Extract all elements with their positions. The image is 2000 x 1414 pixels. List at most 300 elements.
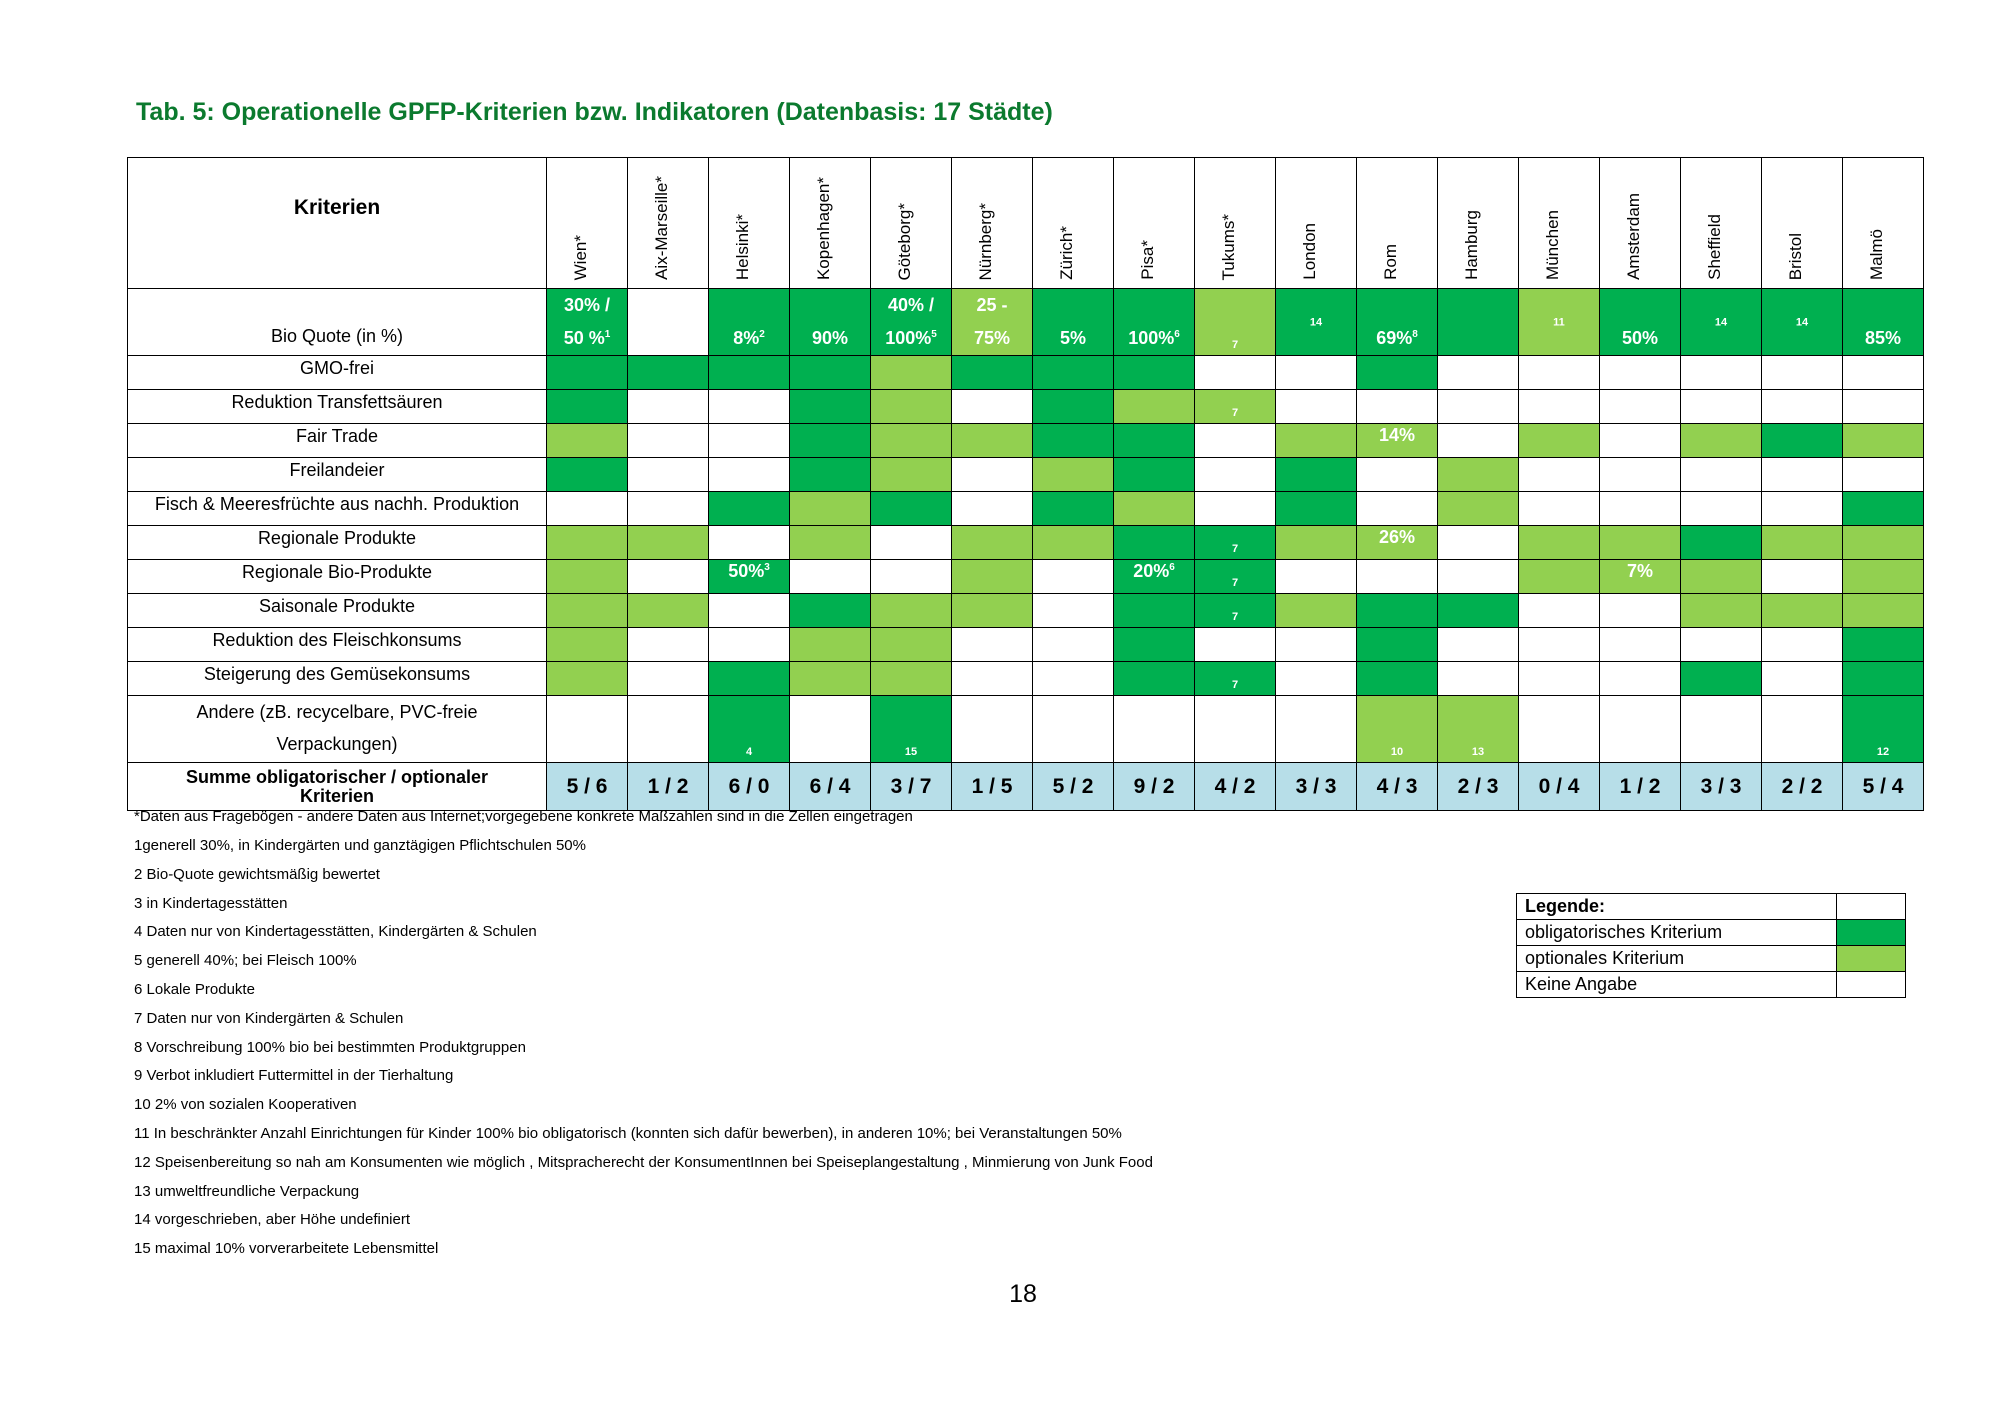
criteria-table	[127, 157, 1924, 811]
cell-bio-aix	[628, 289, 709, 356]
row-label-line: Verpackungen)	[276, 734, 398, 754]
footnote-ref: 6	[1169, 562, 1175, 573]
cell	[1114, 594, 1195, 628]
row-bio-quote	[128, 289, 1924, 356]
cell	[1195, 696, 1276, 763]
cell	[790, 560, 871, 594]
row-label: Reduktion Transfettsäuren	[128, 390, 547, 424]
cell	[628, 696, 709, 763]
city-label: Tukums*	[1219, 213, 1238, 280]
cell	[709, 662, 790, 696]
cell	[952, 356, 1033, 390]
cell	[1195, 662, 1276, 696]
cell	[628, 356, 709, 390]
cell	[1195, 594, 1276, 628]
city-label: Aix-Marseille*	[652, 176, 671, 280]
row-label: Fisch & Meeresfrüchte aus nachh. Produktion	[128, 492, 547, 526]
legend-label-keine: Keine Angabe	[1517, 972, 1837, 998]
footnote: 13 umweltfreundliche Verpackung	[134, 1182, 360, 1200]
cell	[1033, 696, 1114, 763]
sum-cell: 3 / 7	[871, 763, 952, 811]
cell	[790, 356, 871, 390]
cell	[871, 390, 952, 424]
cell	[1033, 594, 1114, 628]
cell	[871, 628, 952, 662]
cell	[1681, 526, 1762, 560]
footnote-ref: 11	[1553, 316, 1565, 329]
footnote: 14 vorgeschrieben, aber Höhe undefiniert	[134, 1211, 411, 1229]
cell	[1843, 458, 1924, 492]
cell	[1033, 424, 1114, 458]
cell	[1519, 560, 1600, 594]
footnotes	[134, 808, 1153, 1264]
legend-swatch-empty	[1837, 894, 1906, 920]
sum-cell: 6 / 4	[790, 763, 871, 811]
city-label: Helsinki*	[733, 213, 752, 280]
cell	[547, 492, 628, 526]
sum-cell: 5 / 6	[547, 763, 628, 811]
cell-bio-wien	[547, 289, 628, 356]
cell	[1762, 628, 1843, 662]
cell	[1033, 492, 1114, 526]
sum-cell: 1 / 5	[952, 763, 1033, 811]
cell	[871, 526, 952, 560]
row-label: Reduktion des Fleischkonsums	[128, 628, 547, 662]
sum-cell: 5 / 4	[1843, 763, 1924, 811]
cell	[871, 594, 952, 628]
cell	[547, 458, 628, 492]
footnote: 10 2% von sozialen Kooperativen	[134, 1096, 357, 1114]
cell	[1762, 424, 1843, 458]
cell	[952, 458, 1033, 492]
city-label: Göteborg*	[895, 202, 914, 280]
cell	[952, 390, 1033, 424]
cell	[1114, 628, 1195, 662]
cell-bio-pisa	[1114, 289, 1195, 356]
cell	[1762, 458, 1843, 492]
city-header-wien	[547, 158, 628, 289]
cell	[1681, 560, 1762, 594]
cell	[1033, 560, 1114, 594]
cell	[790, 526, 871, 560]
cell	[1843, 526, 1924, 560]
cell	[790, 424, 871, 458]
cell	[709, 560, 790, 594]
cell	[1114, 390, 1195, 424]
city-label: Hamburg	[1462, 210, 1481, 280]
cell	[1519, 390, 1600, 424]
cell	[628, 526, 709, 560]
row-label: Fair Trade	[128, 424, 547, 458]
cell-value: 30% /	[563, 295, 611, 315]
cell	[709, 492, 790, 526]
row-saisonale-produkte	[128, 594, 1924, 628]
cell	[1114, 526, 1195, 560]
cell	[547, 594, 628, 628]
cell	[871, 560, 952, 594]
cell	[1519, 662, 1600, 696]
cell	[1276, 594, 1357, 628]
cell-value: 5%	[1059, 328, 1086, 348]
cell	[709, 390, 790, 424]
row-label: Regionale Bio-Produkte	[128, 560, 547, 594]
cell-value: 85%	[1864, 328, 1902, 348]
footnote-ref: 5	[931, 329, 937, 340]
footnote-ref: 2	[759, 329, 765, 340]
cell-value: 8%	[733, 328, 760, 348]
row-gmo-frei	[128, 356, 1924, 390]
cell	[790, 628, 871, 662]
sum-cell: 2 / 3	[1438, 763, 1519, 811]
cell	[1438, 696, 1519, 763]
city-label: Nürnberg*	[976, 202, 995, 280]
cell	[547, 628, 628, 662]
row-label: Steigerung des Gemüsekonsums	[128, 662, 547, 696]
footnote: 3 in Kindertagesstätten	[134, 894, 288, 912]
cell	[709, 628, 790, 662]
table-title: Tab. 5: Operationelle GPFP-Kriterien bzw. Indikatoren (Datenbasis: 17 Städte)	[136, 98, 1053, 126]
cell	[1762, 696, 1843, 763]
cell	[1600, 696, 1681, 763]
cell	[547, 390, 628, 424]
cell-value: 26%	[1378, 527, 1416, 547]
sum-cell: 0 / 4	[1519, 763, 1600, 811]
cell	[1276, 390, 1357, 424]
footnote: 11 In beschränkter Anzahl Einrichtungen für Kinder 100% bio obligatorisch (konnten sich dafür bewerben), in anderen 10%; bei Veranstaltungen 50%	[134, 1124, 1122, 1142]
city-label: München	[1543, 210, 1562, 280]
cell	[1762, 492, 1843, 526]
cell	[1843, 594, 1924, 628]
row-label-line: Andere (zB. recycelbare, PVC-freie	[196, 702, 478, 722]
legend-label-optional: optionales Kriterium	[1517, 946, 1837, 972]
cell	[1762, 662, 1843, 696]
cell-bio-sheffield	[1681, 289, 1762, 356]
cell	[1843, 356, 1924, 390]
cell	[952, 526, 1033, 560]
cell	[1843, 390, 1924, 424]
row-label	[128, 696, 547, 763]
city-header-nuernberg	[952, 158, 1033, 289]
cell-value: 50 %	[563, 328, 605, 348]
sum-cell: 2 / 2	[1762, 763, 1843, 811]
cell	[1276, 424, 1357, 458]
city-header-malmoe	[1843, 158, 1924, 289]
cell	[1600, 390, 1681, 424]
cell	[1195, 492, 1276, 526]
cell-value: 75%	[973, 328, 1011, 348]
legend-label-obligatorisch: obligatorisches Kriterium	[1517, 920, 1837, 946]
cell	[547, 356, 628, 390]
cell	[952, 662, 1033, 696]
cell	[628, 560, 709, 594]
cell	[547, 424, 628, 458]
cell	[709, 356, 790, 390]
row-regionale-bio-produkte	[128, 560, 1924, 594]
cell	[1276, 458, 1357, 492]
cell	[1357, 390, 1438, 424]
city-header-tukums	[1195, 158, 1276, 289]
cell-bio-london	[1276, 289, 1357, 356]
footnote-ref: 14	[1795, 316, 1809, 329]
cell	[1114, 696, 1195, 763]
cell	[1033, 628, 1114, 662]
cell	[1843, 560, 1924, 594]
cell	[1519, 594, 1600, 628]
cell	[1357, 696, 1438, 763]
cell	[1276, 628, 1357, 662]
row-label: Bio Quote (in %)	[128, 289, 547, 356]
cell	[790, 458, 871, 492]
row-andere	[128, 696, 1924, 763]
footnote-ref: 7	[1231, 543, 1239, 555]
cell	[1681, 696, 1762, 763]
footnote: 15 maximal 10% vorverarbeitete Lebensmittel	[134, 1240, 439, 1258]
footnote: 5 generell 40%; bei Fleisch 100%	[134, 952, 357, 970]
cell	[871, 696, 952, 763]
cell	[871, 356, 952, 390]
cell-value: 90%	[811, 328, 849, 348]
city-label: Pisa*	[1138, 240, 1157, 280]
sum-cell: 3 / 3	[1681, 763, 1762, 811]
summe-label-line: Summe obligatorischer / optionaler	[185, 766, 489, 787]
cell	[709, 424, 790, 458]
cell	[1114, 424, 1195, 458]
cell	[709, 696, 790, 763]
cell	[1195, 526, 1276, 560]
cell	[1681, 458, 1762, 492]
cell	[1438, 458, 1519, 492]
city-header-goeteborg	[871, 158, 952, 289]
cell	[628, 492, 709, 526]
cell	[628, 424, 709, 458]
footnote: 9 Verbot inkludiert Futtermittel in der Tierhaltung	[134, 1067, 454, 1085]
cell	[1519, 628, 1600, 662]
row-gemuesekonsum	[128, 662, 1924, 696]
cell	[1033, 662, 1114, 696]
footnote-ref: 7	[1231, 679, 1239, 691]
row-fair-trade	[128, 424, 1924, 458]
city-label: Bristol	[1786, 232, 1805, 280]
city-label: Rom	[1381, 244, 1400, 280]
footnote: 7 Daten nur von Kindergärten & Schulen	[134, 1009, 404, 1027]
cell	[1357, 356, 1438, 390]
cell	[952, 628, 1033, 662]
row-label: Regionale Produkte	[128, 526, 547, 560]
cell	[952, 696, 1033, 763]
cell	[1843, 662, 1924, 696]
footnote-ref: 3	[764, 562, 770, 573]
cell	[790, 492, 871, 526]
cell-value: 100%	[885, 328, 932, 348]
footnote-ref: 8	[1412, 329, 1418, 340]
legend-title: Legende:	[1517, 894, 1837, 920]
cell	[952, 594, 1033, 628]
city-label: London	[1300, 223, 1319, 280]
cell	[1357, 526, 1438, 560]
cell-bio-malmoe	[1843, 289, 1924, 356]
footnote: 6 Lokale Produkte	[134, 980, 255, 998]
footnote-ref: 15	[904, 746, 918, 758]
cell	[1114, 560, 1195, 594]
row-regionale-produkte	[128, 526, 1924, 560]
city-label: Wien*	[571, 234, 590, 280]
cell	[1438, 594, 1519, 628]
cell	[1276, 662, 1357, 696]
cell-value: 100%	[1128, 328, 1175, 348]
cell-value: 25 -	[976, 295, 1008, 315]
cell	[1114, 662, 1195, 696]
city-header-hamburg	[1438, 158, 1519, 289]
cell	[1195, 458, 1276, 492]
cell	[1357, 492, 1438, 526]
cell	[790, 594, 871, 628]
cell	[1843, 696, 1924, 763]
legend-swatch-obligatorisch	[1837, 920, 1906, 946]
footnote-ref: 7	[1231, 577, 1239, 589]
cell-bio-nuernberg	[952, 289, 1033, 356]
cell	[1195, 390, 1276, 424]
cell	[1762, 560, 1843, 594]
footnote-ref: 14	[1309, 316, 1323, 329]
cell	[547, 526, 628, 560]
city-header-bristol	[1762, 158, 1843, 289]
cell	[1114, 492, 1195, 526]
cell-bio-zuerich	[1033, 289, 1114, 356]
cell-bio-bristol	[1762, 289, 1843, 356]
cell	[1033, 458, 1114, 492]
cell	[1600, 526, 1681, 560]
cell	[1681, 492, 1762, 526]
cell-value: 50%	[728, 561, 765, 581]
sum-cell: 4 / 3	[1357, 763, 1438, 811]
legend	[1516, 893, 1906, 998]
cell	[1357, 458, 1438, 492]
cell-value: 69%	[1376, 328, 1413, 348]
cell	[790, 390, 871, 424]
cell	[1438, 662, 1519, 696]
cell	[1195, 560, 1276, 594]
cell	[1195, 356, 1276, 390]
row-label: GMO-frei	[128, 356, 547, 390]
cell	[1438, 424, 1519, 458]
cell	[790, 662, 871, 696]
row-fisch	[128, 492, 1924, 526]
cell	[1681, 356, 1762, 390]
cell-value: 14%	[1378, 425, 1416, 445]
cell	[1762, 594, 1843, 628]
cell	[1600, 662, 1681, 696]
cell-bio-tukums	[1195, 289, 1276, 356]
cell	[1600, 424, 1681, 458]
cell	[1438, 526, 1519, 560]
footnote: 4 Daten nur von Kindertagesstätten, Kindergärten & Schulen	[134, 923, 537, 941]
city-label: Zürich*	[1057, 226, 1076, 280]
cell	[1438, 628, 1519, 662]
cell	[1843, 492, 1924, 526]
cell	[1600, 594, 1681, 628]
footnote: 2 Bio-Quote gewichtsmäßig bewertet	[134, 865, 380, 883]
footnote-ref: 4	[745, 746, 753, 758]
cell	[790, 696, 871, 763]
city-header-london	[1276, 158, 1357, 289]
footnote-ref: 6	[1174, 329, 1180, 340]
city-header-kopenhagen	[790, 158, 871, 289]
cell	[628, 458, 709, 492]
city-label: Sheffield	[1705, 214, 1724, 280]
cell	[1114, 458, 1195, 492]
footnote: 8 Vorschreibung 100% bio bei bestimmten Produktgruppen	[134, 1038, 526, 1056]
city-label: Amsterdam	[1624, 193, 1643, 280]
cell	[1195, 628, 1276, 662]
sum-cell: 1 / 2	[628, 763, 709, 811]
cell	[547, 662, 628, 696]
cell	[1276, 356, 1357, 390]
cell	[709, 458, 790, 492]
cell	[1276, 526, 1357, 560]
sum-cell: 4 / 2	[1195, 763, 1276, 811]
city-header-pisa	[1114, 158, 1195, 289]
cell	[547, 696, 628, 763]
row-fleischkonsum	[128, 628, 1924, 662]
footnote-ref: 14	[1714, 316, 1728, 329]
cell	[1033, 356, 1114, 390]
sum-cell: 6 / 0	[709, 763, 790, 811]
cell	[1519, 458, 1600, 492]
cell	[1762, 526, 1843, 560]
cell	[1519, 492, 1600, 526]
city-header-rom	[1357, 158, 1438, 289]
cell	[1276, 696, 1357, 763]
cell-value: 7%	[1626, 561, 1653, 581]
cell-bio-hamburg	[1438, 289, 1519, 356]
cell-bio-kopenhagen	[790, 289, 871, 356]
cell	[1033, 390, 1114, 424]
cell	[1033, 526, 1114, 560]
cell	[1519, 424, 1600, 458]
sum-cell: 5 / 2	[1033, 763, 1114, 811]
page-number: 18	[1009, 1280, 1037, 1308]
row-label: Saisonale Produkte	[128, 594, 547, 628]
cell	[1276, 560, 1357, 594]
footnote: *Daten aus Fragebögen - andere Daten aus Internet;vorgegebene konkrete Maßzahlen sind in die Zellen eingetragen	[134, 808, 913, 825]
cell	[1762, 356, 1843, 390]
cell	[871, 458, 952, 492]
cell	[1600, 492, 1681, 526]
cell	[1357, 628, 1438, 662]
cell	[1357, 594, 1438, 628]
cell	[1681, 628, 1762, 662]
legend-swatch-keine	[1837, 972, 1906, 998]
cell-bio-amsterdam	[1600, 289, 1681, 356]
footnote-ref: 13	[1471, 746, 1485, 758]
cell-bio-goeteborg	[871, 289, 952, 356]
footnote-ref: 10	[1390, 746, 1404, 758]
kriterien-header: Kriterien	[128, 158, 547, 289]
cell	[1762, 390, 1843, 424]
cell-value: 40% /	[887, 295, 935, 315]
city-header-muenchen	[1519, 158, 1600, 289]
cell	[1681, 390, 1762, 424]
cell	[1357, 662, 1438, 696]
cell	[1600, 560, 1681, 594]
cell-bio-rom	[1357, 289, 1438, 356]
cell	[871, 662, 952, 696]
cell	[952, 560, 1033, 594]
city-header-sheffield	[1681, 158, 1762, 289]
cell	[1438, 390, 1519, 424]
cell	[952, 424, 1033, 458]
cell	[628, 594, 709, 628]
